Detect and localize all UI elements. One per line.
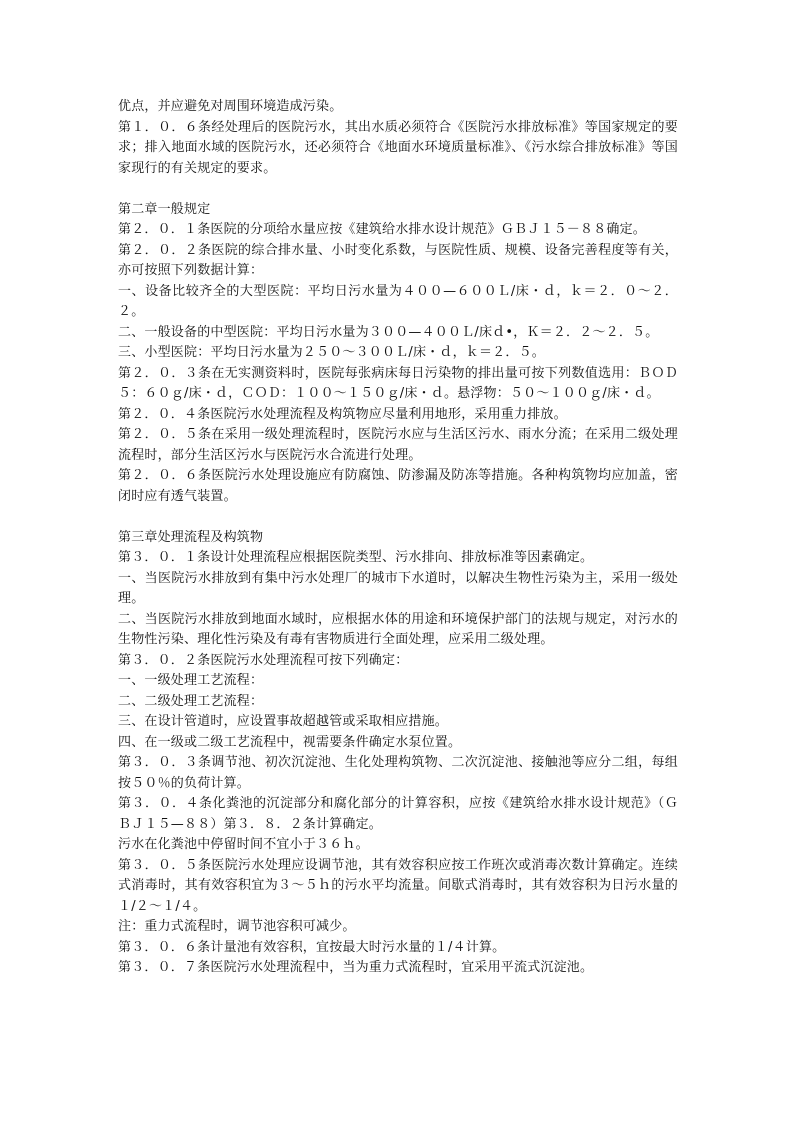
chapter-heading: 第三章处理流程及构筑物 (118, 529, 264, 545)
chapter-heading: 第二章一般规定 (118, 201, 211, 217)
paragraph: 第３．０．５条医院污水处理应设调节池，其有效容积应按工作班次或消毒次数计算确定。连续式消毒时，其有效容积宜为３～５ｈ的污水平均流量。间歇式消毒时，其有效容积为日污水量的１/２～１/４。 (118, 857, 678, 914)
blank-line (118, 179, 678, 200)
paragraph: 第２．０．５条在采用一级处理流程时，医院污水应与生活区污水、雨水分流；在采用二级处理流程时，部分生活区污水与医院污水合流进行处理。 (118, 427, 678, 463)
paragraph: 第２．０．６条医院污水处理设施应有防腐蚀、防渗漏及防冻等措施。各种构筑物均应加盖，密闭时应有透气装置。 (118, 468, 678, 504)
paragraph: 第３．０．３条调节池、初次沉淀池、生化处理构筑物、二次沉淀池、接触池等应分二组，每组按５０％的负荷计算。 (118, 755, 678, 791)
paragraph: 污水在化粪池中停留时间不宜小于３６ｈ。 (118, 837, 369, 852)
paragraph: 第３．０．１条设计处理流程应根据医院类型、污水排向、排放标准等因素确定。 (118, 550, 594, 565)
document-page (118, 97, 678, 979)
note: 注：重力式流程时，调节池容积可减少。 (118, 919, 356, 934)
paragraph: 一、设备比较齐全的大型医院：平均日污水量为４００—６００Ｌ/床・ｄ，ｋ＝２．０～２．２。 (118, 283, 678, 319)
paragraph: 二、当医院污水排放到地面水域时，应根据水体的用途和环境保护部门的法规与规定，对污水的生物性污染、理化性污染及有毒有害物质进行全面处理，应采用二级处理。 (118, 611, 678, 647)
paragraph: 三、在设计管道时，应设置事故超越管或采取相应措施。 (118, 714, 449, 729)
blank-line (118, 507, 678, 528)
paragraph: 二、二级处理工艺流程： (118, 693, 264, 709)
paragraph: 二、一般设备的中型医院：平均日污水量为３００—４００Ｌ/床ｄ•，Ｋ＝２．２～２．５。 (118, 324, 659, 340)
paragraph: 第２．０．１条医院的分项给水量应按《建筑给水排水设计规范》ＧＢＪ１５－８８确定。 (118, 222, 647, 237)
paragraph: 第３．０．６条计量池有效容积，宜按最大时污水量的１/４计算。 (118, 939, 506, 955)
paragraph: 第２．０．４条医院污水处理流程及构筑物应尽量利用地形，采用重力排放。 (118, 406, 567, 422)
paragraph: 第２．０．２条医院的综合排水量、小时变化系数，与医院性质、规模、设备完善程度等有关，亦可按照下列数据计算： (118, 242, 678, 278)
paragraph: 第３．０．７条医院污水处理流程中，当为重力式流程时，宜采用平流式沉淀池。 (118, 960, 594, 975)
paragraph: 三、小型医院：平均日污水量为２５０～３００Ｌ/床・ｄ，ｋ＝２．５。 (118, 345, 545, 360)
paragraph: 第１．０．６条经处理后的医院污水，其出水质必须符合《医院污水排放标准》等国家规定的要求；排入地面水域的医院污水，还必须符合《地面水环境质量标准》、《污水综合排放标准》等国家现行的有关规定的要求。 (118, 119, 678, 176)
paragraph: 一、当医院污水排放到有集中污水处理厂的城市下水道时，以解决生物性污染为主，采用一级处理。 (118, 570, 678, 606)
paragraph: 四、在一级或二级工艺流程中，视需要条件确定水泵位置。 (118, 734, 462, 750)
paragraph: 第３．０．４条化粪池的沉淀部分和腐化部分的计算容积，应按《建筑给水排水设计规范》（ＧＢＪ１５—８８）第３．８．２条计算确定。 (118, 796, 678, 832)
paragraph: 第２．０．３条在无实测资料时，医院每张病床每日污染物的排出量可按下列数值选用：ＢＯＤ５：６０ｇ/床・ｄ，ＣＯＤ：１００～１５０ｇ/床・ｄ。悬浮物：５０～１００ｇ/床・ｄ。 (118, 365, 678, 401)
paragraph: 优点，并应避免对周围环境造成污染。 (118, 99, 343, 114)
paragraph: 一、一级处理工艺流程： (118, 673, 264, 688)
paragraph: 第３．０．２条医院污水处理流程可按下列确定： (118, 652, 409, 668)
